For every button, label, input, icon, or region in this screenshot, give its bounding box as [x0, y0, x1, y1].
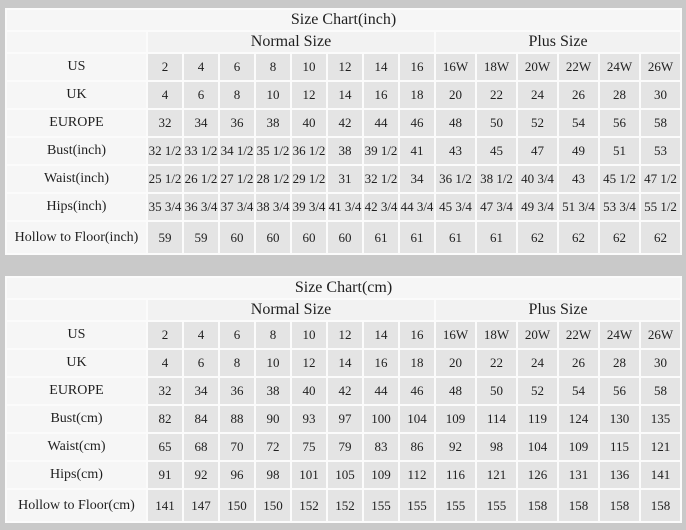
row-label-hips-cm: Hips(cm) — [7, 462, 146, 488]
size-value: 8 — [256, 54, 290, 80]
table-row — [7, 166, 680, 192]
size-value: 135 — [641, 406, 680, 432]
size-value: 141 — [641, 462, 680, 488]
size-value: 12 — [328, 322, 362, 348]
size-value: 36 3/4 — [184, 194, 218, 220]
table-row — [7, 222, 680, 253]
size-value: 48 — [436, 378, 475, 404]
size-value: 25 1/2 — [148, 166, 182, 192]
size-value: 150 — [256, 490, 290, 521]
size-value: 4 — [184, 54, 218, 80]
row-label-us: US — [7, 322, 146, 348]
size-value: 155 — [364, 490, 398, 521]
size-value: 24 — [518, 82, 557, 108]
size-value: 24 — [518, 350, 557, 376]
size-value: 104 — [400, 406, 434, 432]
size-value: 33 1/2 — [184, 138, 218, 164]
size-value: 109 — [436, 406, 475, 432]
size-value: 105 — [328, 462, 362, 488]
size-value: 24W — [600, 322, 639, 348]
size-value: 40 — [292, 378, 326, 404]
size-value: 58 — [641, 378, 680, 404]
size-value: 6 — [184, 82, 218, 108]
size-value: 62 — [518, 222, 557, 253]
size-value: 61 — [436, 222, 475, 253]
row-label-europe: EUROPE — [7, 110, 146, 136]
size-value: 155 — [477, 490, 516, 521]
group-header-normal-size: Normal Size — [148, 300, 434, 320]
size-value: 46 — [400, 378, 434, 404]
size-value: 50 — [477, 378, 516, 404]
size-value: 39 3/4 — [292, 194, 326, 220]
size-value: 16 — [364, 82, 398, 108]
table-title: Size Chart(cm) — [7, 278, 680, 298]
size-value: 34 — [400, 166, 434, 192]
row-label-waist-cm: Waist(cm) — [7, 434, 146, 460]
size-value: 83 — [364, 434, 398, 460]
table-row — [7, 434, 680, 460]
size-value: 22W — [559, 322, 598, 348]
size-value: 41 — [400, 138, 434, 164]
size-value: 147 — [184, 490, 218, 521]
size-value: 56 — [600, 110, 639, 136]
size-value: 4 — [148, 350, 182, 376]
size-value: 126 — [518, 462, 557, 488]
table-row — [7, 54, 680, 80]
table-row — [7, 82, 680, 108]
size-value: 124 — [559, 406, 598, 432]
size-value: 8 — [256, 322, 290, 348]
size-value: 20 — [436, 350, 475, 376]
size-value: 45 3/4 — [436, 194, 475, 220]
size-chart-cm-table — [5, 276, 682, 523]
size-value: 8 — [220, 350, 254, 376]
table-row — [7, 462, 680, 488]
size-value: 34 — [184, 378, 218, 404]
size-value: 92 — [184, 462, 218, 488]
size-value: 101 — [292, 462, 326, 488]
size-value: 121 — [477, 462, 516, 488]
size-value: 40 — [292, 110, 326, 136]
size-value: 22 — [477, 350, 516, 376]
size-value: 155 — [400, 490, 434, 521]
row-label-waist-inch: Waist(inch) — [7, 166, 146, 192]
size-value: 18 — [400, 82, 434, 108]
size-value: 49 3/4 — [518, 194, 557, 220]
size-value: 16 — [400, 54, 434, 80]
table-title: Size Chart(inch) — [7, 10, 680, 30]
row-label-bust-cm: Bust(cm) — [7, 406, 146, 432]
size-value: 27 1/2 — [220, 166, 254, 192]
size-value: 6 — [220, 322, 254, 348]
size-value: 109 — [364, 462, 398, 488]
size-value: 10 — [256, 82, 290, 108]
size-value: 52 — [518, 378, 557, 404]
table-row — [7, 138, 680, 164]
size-value: 50 — [477, 110, 516, 136]
size-value: 29 1/2 — [292, 166, 326, 192]
size-value: 62 — [600, 222, 639, 253]
table-row — [7, 322, 680, 348]
size-value: 26 1/2 — [184, 166, 218, 192]
size-value: 10 — [292, 322, 326, 348]
size-value: 12 — [292, 82, 326, 108]
size-value: 4 — [148, 82, 182, 108]
size-value: 119 — [518, 406, 557, 432]
table-row — [7, 194, 680, 220]
size-value: 8 — [220, 82, 254, 108]
size-value: 42 — [328, 110, 362, 136]
size-value: 35 1/2 — [256, 138, 290, 164]
size-value: 98 — [256, 462, 290, 488]
size-value: 20W — [518, 54, 557, 80]
size-value: 34 1/2 — [220, 138, 254, 164]
size-value: 61 — [477, 222, 516, 253]
size-value: 10 — [256, 350, 290, 376]
size-value: 38 — [256, 110, 290, 136]
size-value: 48 — [436, 110, 475, 136]
size-value: 82 — [148, 406, 182, 432]
size-value: 84 — [184, 406, 218, 432]
size-value: 79 — [328, 434, 362, 460]
size-value: 32 1/2 — [364, 166, 398, 192]
row-label-hollow-to-floor-cm: Hollow to Floor(cm) — [7, 490, 146, 521]
size-value: 141 — [148, 490, 182, 521]
group-header-normal-size: Normal Size — [148, 32, 434, 52]
size-value: 12 — [328, 54, 362, 80]
size-value: 14 — [364, 54, 398, 80]
size-value: 65 — [148, 434, 182, 460]
size-value: 42 — [328, 378, 362, 404]
size-value: 26W — [641, 54, 680, 80]
size-value: 61 — [364, 222, 398, 253]
size-value: 91 — [148, 462, 182, 488]
size-value: 47 1/2 — [641, 166, 680, 192]
size-value: 68 — [184, 434, 218, 460]
size-value: 43 — [559, 166, 598, 192]
size-value: 36 1/2 — [436, 166, 475, 192]
table-row — [7, 350, 680, 376]
size-value: 152 — [328, 490, 362, 521]
size-value: 38 3/4 — [256, 194, 290, 220]
size-value: 22 — [477, 82, 516, 108]
size-value: 16W — [436, 322, 475, 348]
size-value: 41 3/4 — [328, 194, 362, 220]
group-header-plus-size: Plus Size — [436, 32, 680, 52]
size-value: 14 — [328, 350, 362, 376]
size-value: 38 — [256, 378, 290, 404]
size-value: 47 3/4 — [477, 194, 516, 220]
size-value: 38 1/2 — [477, 166, 516, 192]
size-value: 16 — [364, 350, 398, 376]
size-value: 14 — [328, 82, 362, 108]
size-value: 93 — [292, 406, 326, 432]
size-value: 2 — [148, 54, 182, 80]
size-value: 31 — [328, 166, 362, 192]
size-value: 53 — [641, 138, 680, 164]
size-value: 44 — [364, 110, 398, 136]
size-value: 62 — [559, 222, 598, 253]
size-value: 30 — [641, 350, 680, 376]
size-value: 100 — [364, 406, 398, 432]
size-value: 2 — [148, 322, 182, 348]
table-gap — [5, 255, 682, 276]
row-label-us: US — [7, 54, 146, 80]
size-value: 58 — [641, 110, 680, 136]
size-value: 86 — [400, 434, 434, 460]
size-value: 4 — [184, 322, 218, 348]
size-value: 16 — [400, 322, 434, 348]
size-value: 6 — [220, 54, 254, 80]
size-value: 51 3/4 — [559, 194, 598, 220]
size-value: 59 — [184, 222, 218, 253]
size-value: 54 — [559, 378, 598, 404]
row-label-europe: EUROPE — [7, 378, 146, 404]
size-value: 52 — [518, 110, 557, 136]
size-value: 22W — [559, 54, 598, 80]
size-value: 42 3/4 — [364, 194, 398, 220]
size-chart-inch-table — [5, 8, 682, 255]
size-value: 158 — [559, 490, 598, 521]
size-value: 20W — [518, 322, 557, 348]
size-value: 45 — [477, 138, 516, 164]
size-value: 28 — [600, 350, 639, 376]
size-value: 158 — [518, 490, 557, 521]
size-value: 60 — [292, 222, 326, 253]
size-value: 32 — [148, 378, 182, 404]
size-value: 116 — [436, 462, 475, 488]
size-value: 36 1/2 — [292, 138, 326, 164]
size-value: 45 1/2 — [600, 166, 639, 192]
size-value: 158 — [641, 490, 680, 521]
size-value: 59 — [148, 222, 182, 253]
size-value: 32 — [148, 110, 182, 136]
size-value: 60 — [220, 222, 254, 253]
size-value: 38 — [328, 138, 362, 164]
size-value: 96 — [220, 462, 254, 488]
size-value: 44 3/4 — [400, 194, 434, 220]
size-value: 18 — [400, 350, 434, 376]
table-row — [7, 110, 680, 136]
size-value: 40 3/4 — [518, 166, 557, 192]
size-value: 18W — [477, 54, 516, 80]
size-value: 34 — [184, 110, 218, 136]
size-value: 24W — [600, 54, 639, 80]
size-value: 54 — [559, 110, 598, 136]
group-header-plus-size: Plus Size — [436, 300, 680, 320]
size-value: 18W — [477, 322, 516, 348]
row-label-bust-inch: Bust(inch) — [7, 138, 146, 164]
size-value: 20 — [436, 82, 475, 108]
size-value: 56 — [600, 378, 639, 404]
size-value: 62 — [641, 222, 680, 253]
size-value: 39 1/2 — [364, 138, 398, 164]
size-value: 150 — [220, 490, 254, 521]
size-value: 30 — [641, 82, 680, 108]
size-value: 155 — [436, 490, 475, 521]
row-label-uk: UK — [7, 82, 146, 108]
size-value: 16W — [436, 54, 475, 80]
size-value: 46 — [400, 110, 434, 136]
size-value: 92 — [436, 434, 475, 460]
size-value: 32 1/2 — [148, 138, 182, 164]
size-value: 97 — [328, 406, 362, 432]
size-value: 26W — [641, 322, 680, 348]
size-value: 60 — [328, 222, 362, 253]
size-value: 114 — [477, 406, 516, 432]
size-value: 26 — [559, 82, 598, 108]
size-value: 61 — [400, 222, 434, 253]
corner-blank-cell — [7, 300, 146, 320]
size-value: 43 — [436, 138, 475, 164]
table-row — [7, 490, 680, 521]
size-value: 51 — [600, 138, 639, 164]
table-row — [7, 406, 680, 432]
size-value: 26 — [559, 350, 598, 376]
table-row — [7, 378, 680, 404]
size-value: 109 — [559, 434, 598, 460]
size-value: 136 — [600, 462, 639, 488]
size-value: 70 — [220, 434, 254, 460]
size-value: 115 — [600, 434, 639, 460]
size-value: 28 1/2 — [256, 166, 290, 192]
size-value: 10 — [292, 54, 326, 80]
size-value: 36 — [220, 110, 254, 136]
size-value: 44 — [364, 378, 398, 404]
row-label-hips-inch: Hips(inch) — [7, 194, 146, 220]
size-value: 98 — [477, 434, 516, 460]
size-value: 28 — [600, 82, 639, 108]
size-value: 75 — [292, 434, 326, 460]
size-value: 12 — [292, 350, 326, 376]
corner-blank-cell — [7, 32, 146, 52]
size-value: 47 — [518, 138, 557, 164]
size-value: 121 — [641, 434, 680, 460]
row-label-hollow-to-floor-inch: Hollow to Floor(inch) — [7, 222, 146, 253]
size-value: 104 — [518, 434, 557, 460]
size-value: 14 — [364, 322, 398, 348]
size-value: 112 — [400, 462, 434, 488]
size-value: 53 3/4 — [600, 194, 639, 220]
row-label-uk: UK — [7, 350, 146, 376]
size-value: 6 — [184, 350, 218, 376]
size-value: 36 — [220, 378, 254, 404]
size-value: 152 — [292, 490, 326, 521]
size-value: 130 — [600, 406, 639, 432]
size-value: 131 — [559, 462, 598, 488]
size-value: 88 — [220, 406, 254, 432]
size-value: 49 — [559, 138, 598, 164]
size-value: 158 — [600, 490, 639, 521]
size-value: 37 3/4 — [220, 194, 254, 220]
size-value: 90 — [256, 406, 290, 432]
size-value: 35 3/4 — [148, 194, 182, 220]
size-value: 55 1/2 — [641, 194, 680, 220]
size-value: 72 — [256, 434, 290, 460]
size-value: 60 — [256, 222, 290, 253]
